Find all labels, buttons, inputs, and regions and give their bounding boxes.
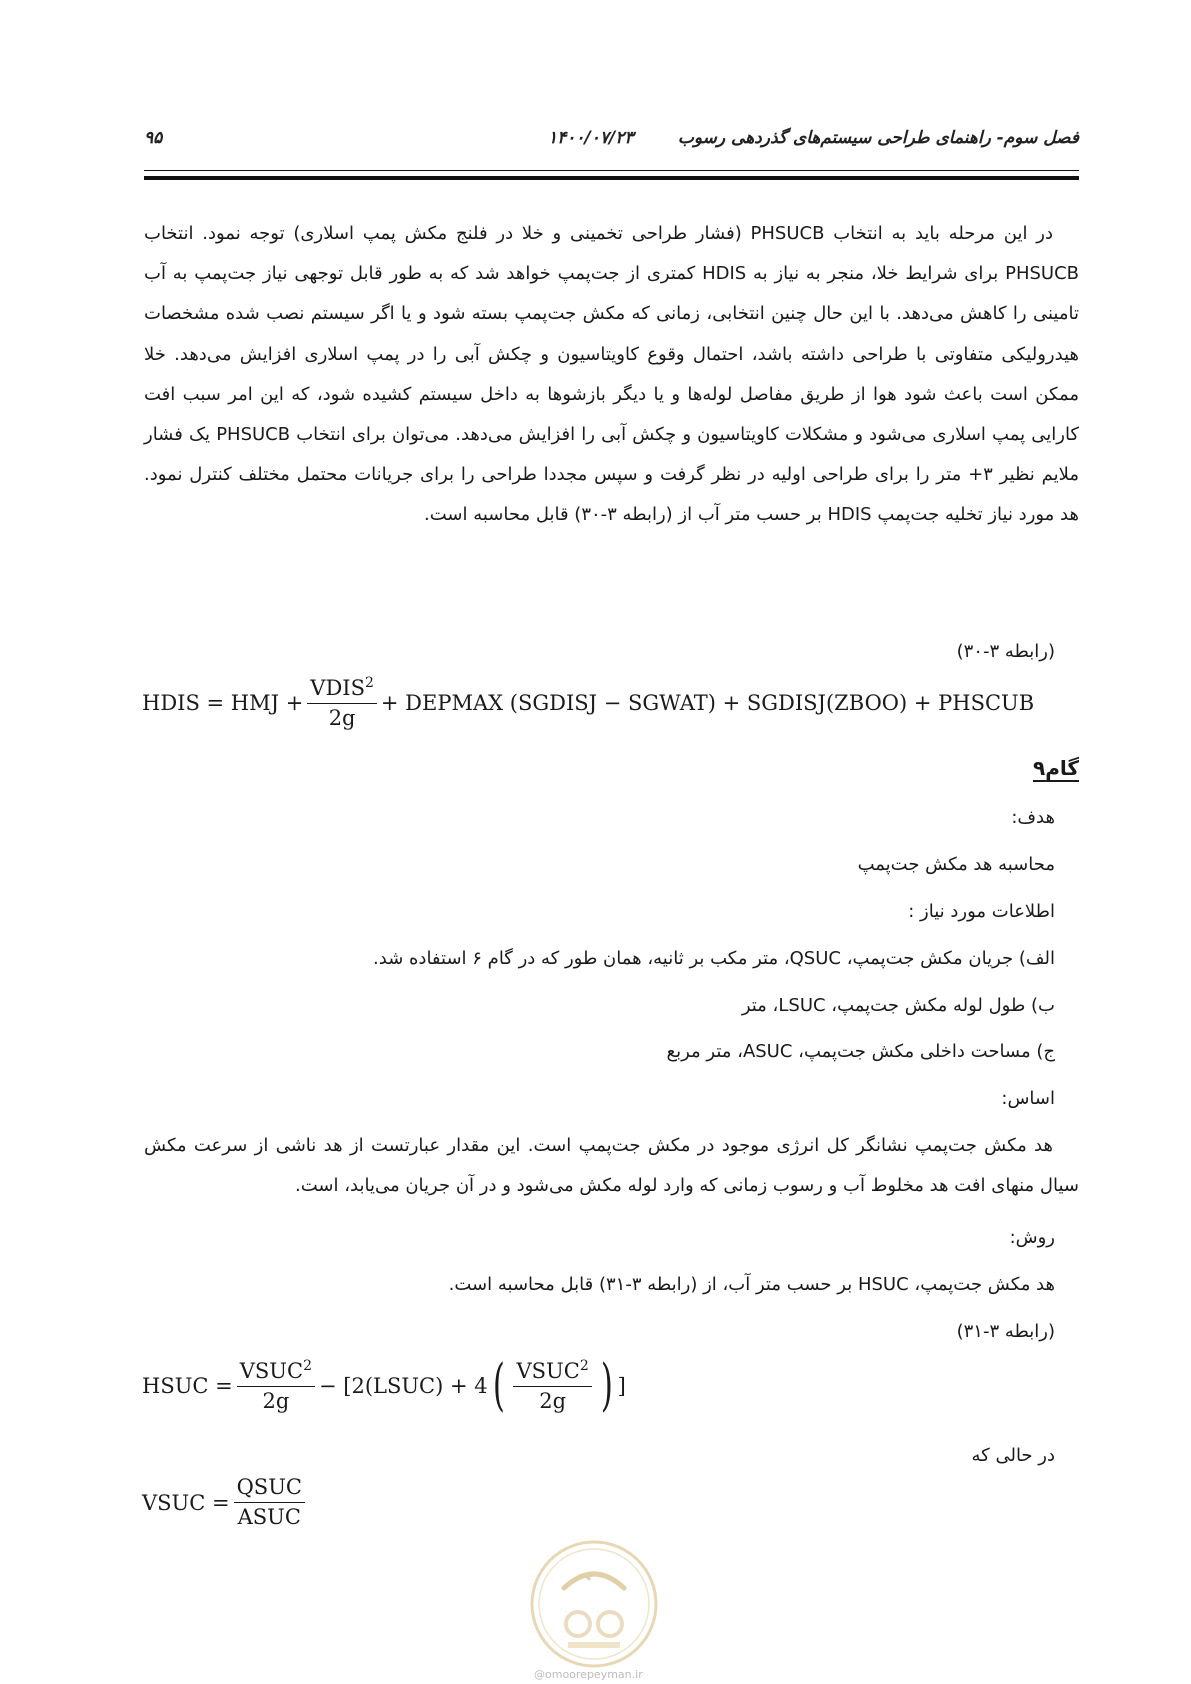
header-rule-thin	[144, 170, 1079, 171]
eq30-label: (رابطه ۳-۳۰)	[956, 641, 1055, 662]
eq30-numerator: VDIS$^2$	[307, 676, 377, 704]
header-date: ۱۴۰۰/۰۷/۲۳	[548, 128, 634, 148]
info-item: ب) طول لوله مکش جت‌پمپ، LSUC، متر	[741, 995, 1055, 1016]
eq31-inner-denominator: 2g	[539, 1389, 567, 1413]
info-item: الف) جریان مکش جت‌پمپ، QSUC، متر مکب بر ثانیه، همان طور که در گام ۶ استفاده شد.	[373, 948, 1055, 969]
eq30-lhs: HDIS = HMJ +	[142, 691, 304, 716]
where-label: در حالی که	[971, 1445, 1055, 1466]
watermark-text: @omoorepeyman.ir	[534, 1668, 643, 1681]
page-number: ۹۵	[144, 128, 163, 148]
vsuc-lhs: VSUC =	[142, 1490, 230, 1515]
watermark-logo-icon	[528, 1538, 660, 1678]
paragraph-intro: در این مرحله باید به انتخاب PHSUCB (فشار طراحی تخمینی و خلا در فلنج مکش پمپ اسلاری) توجه نمود. انتخاب PHSUCB برای شرایط خلا، منجر به نیاز به HDIS کمتری از جت‌پمپ خواهد شد که به طور قابل توجهی نیاز جت‌پمپ به آب تامینی را کاهش می‌دهد. با این حال چنین انتخابی، زمانی که مکش جت‌پمپ بسته شود و یا اگر سیستم نصب شده مشخصات هیدرولیکی متفاوتی با طراحی داشته باشد، احتمال وقوع کاویتاسیون و چکش آبی را در پمپ اسلاری افزایش می‌دهد. خلا ممکن است باعث شود هوا از طریق مفاصل لوله‌ها و یا دیگر بازشوها به داخل سیستم کشیده شود، که این امر سبب افت کارایی پمپ اسلاری می‌شود و مشکلات کاویتاسیون و چکش آبی را افزایش می‌دهد. می‌توان برای انتخاب PHSUCB یک فشار ملایم نظیر ۳+ متر را برای طراحی اولیه در نظر گرفت و سپس مجددا طراحی را برای جریانات محتمل مختلف کنترل نمود. هد مورد نیاز تخلیه جت‌پمپ HDIS بر حسب متر آب از (رابطه ۳-۳۰) قابل محاسبه است.	[144, 223, 1080, 526]
chapter-title: فصل سوم- راهنمای طراحی سیستم‌های گذردهی رسوب	[677, 128, 1079, 148]
eq31-end: ]	[617, 1374, 626, 1398]
eq31-fraction	[237, 1359, 315, 1413]
vsuc-numerator: QSUC	[234, 1476, 305, 1503]
method-text: هد مکش جت‌پمپ، HSUC بر حسب متر آب، از (رابطه ۳-۳۱) قابل محاسبه است.	[448, 1274, 1055, 1295]
right-paren: )	[600, 1353, 613, 1418]
eq31-label: (رابطه ۳-۳۱)	[956, 1321, 1055, 1342]
eq31-lhs: HSUC =	[142, 1374, 233, 1398]
info-label: اطلاعات مورد نیاز :	[908, 901, 1055, 922]
eq31-denominator: 2g	[262, 1389, 290, 1413]
vsuc-fraction	[234, 1476, 305, 1529]
paragraph-basis: هد مکش جت‌پمپ نشانگر کل انرژی موجود در مکش جت‌پمپ است. این مقدار عبارتست از هد ناشی از سرعت مکش سیال منهای افت هد مخلوط آب و رسوب زمانی که وارد لوله مکش می‌شود و در آن جریان می‌یابد، است.	[144, 1135, 1079, 1197]
eq30-rest: + DEPMAX (SGDISJ − SGWAT) + SGDISJ(ZBOO) + PHSCUB	[380, 691, 1035, 716]
eq31-numerator: VSUC$^2$	[237, 1359, 315, 1387]
step-title: گام۹	[1032, 756, 1079, 780]
equation-hdis	[142, 676, 1034, 730]
eq30-denominator: 2g	[328, 706, 356, 731]
eq30-fraction	[307, 676, 377, 730]
method-label: روش:	[1009, 1227, 1055, 1248]
eq31-inner-numerator: VSUC$^2$	[513, 1359, 591, 1387]
goal-label: هدف:	[1011, 807, 1055, 828]
equation-hsuc	[142, 1353, 626, 1418]
vsuc-denominator: ASUC	[237, 1505, 301, 1530]
header-rule-thick	[144, 176, 1079, 180]
basis-label: اساس:	[1001, 1088, 1055, 1109]
eq31-mid: − [2(LSUC) + 4	[319, 1374, 488, 1398]
info-item: ج) مساحت داخلی مکش جت‌پمپ، ASUC، متر مربع	[666, 1041, 1055, 1062]
left-paren: (	[492, 1353, 505, 1418]
eq31-inner-fraction	[513, 1359, 591, 1413]
equation-vsuc	[142, 1476, 309, 1529]
goal-text: محاسبه هد مکش جت‌پمپ	[857, 854, 1055, 875]
